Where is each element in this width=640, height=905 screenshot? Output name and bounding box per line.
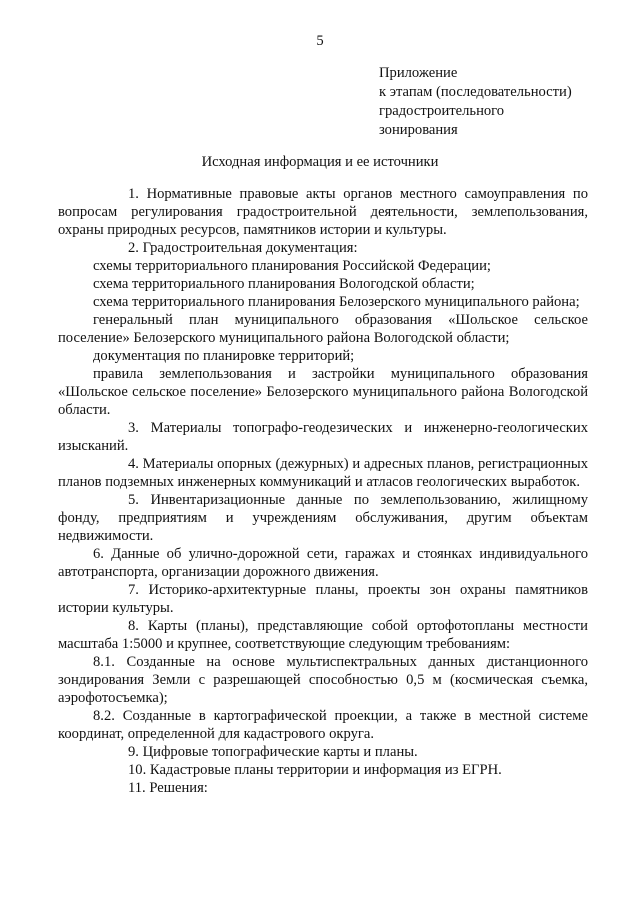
item-9-number: 9. [128, 744, 139, 760]
item-11-text: Решения: [149, 780, 208, 796]
item-10 [58, 761, 588, 779]
page-number: 5 [316, 33, 324, 49]
item-2-e: документация по планировке территорий; [93, 348, 355, 364]
item-3-number: 3. [128, 420, 139, 436]
item-8-1: 8.1. Созданные на основе мультиспектральных данных дистанционного зондирования Земли с разрешающей способностью 0,5 м (космическая съемка, аэрофотосъемка); [58, 654, 588, 706]
item-8-number: 8. [128, 618, 139, 634]
item-2-d: генеральный план муниципального образования «Шольское сельское поселение» Белозерского муниципального района Вологодской области; [58, 312, 588, 346]
item-7 [58, 581, 588, 617]
item-7-number: 7. [128, 582, 139, 598]
item-1-text: Нормативные правовые акты органов местного самоуправления по вопросам регулирования градостроительной деятельности, землепользования, охраны природных ресурсов, памятников истории и культуры. [58, 186, 588, 238]
item-2-text: Градостроительная документация: [142, 240, 358, 256]
item-8-text: Карты (планы), представляющие собой ортофотопланы местности масштаба 1:5000 и крупнее, соответствующие следующим требованиям: [58, 618, 588, 652]
item-11 [58, 779, 588, 797]
item-2-c: схема территориального планирования Белозерского муниципального района; [93, 294, 580, 310]
item-5-number: 5. [128, 492, 139, 508]
item-11-number: 11. [128, 780, 146, 796]
item-9 [58, 743, 588, 761]
item-4-text: Материалы опорных (дежурных) и адресных планов, регистрационных планов подземных инженерных коммуникаций и атласов геологических выработок. [58, 456, 588, 490]
item-2-f: правила землепользования и застройки муниципального образования «Шольское сельское поселение» Белозерского муниципального района Вологодской области. [58, 366, 588, 418]
item-2-number: 2. [128, 240, 139, 256]
item-4-number: 4. [128, 456, 139, 472]
appendix-line-4: зонирования [379, 122, 458, 138]
item-3 [58, 419, 588, 455]
item-10-number: 10. [128, 762, 147, 778]
item-5-text: Инвентаризационные данные по землепользованию, жилищному фонду, предприятиям и учреждениям обслуживания, другим объектам недвижимости. [58, 492, 588, 544]
item-7-text: Историко-архитектурные планы, проекты зон охраны памятников истории культуры. [58, 582, 588, 616]
document-body [58, 185, 588, 797]
item-2-a: схемы территориального планирования Российской Федерации; [93, 258, 491, 274]
item-9-text: Цифровые топографические карты и планы. [142, 744, 418, 760]
item-5 [58, 491, 588, 545]
document-title: Исходная информация и ее источники [201, 154, 439, 170]
item-1 [58, 185, 588, 239]
item-4 [58, 455, 588, 491]
item-1-number: 1. [128, 186, 139, 202]
item-8 [58, 617, 588, 653]
item-2 [58, 239, 588, 257]
item-8-2: 8.2. Созданные в картографической проекции, а также в местной системе координат, определенной для кадастрового округа. [58, 708, 588, 742]
appendix-line-1: Приложение [379, 65, 458, 81]
appendix-note [379, 64, 619, 140]
item-3-text: Материалы топографо-геодезических и инженерно-геологических изысканий. [58, 420, 588, 454]
appendix-line-3: градостроительного [379, 103, 505, 119]
appendix-line-2: к этапам (последовательности) [379, 84, 572, 100]
item-6: 6. Данные об улично-дорожной сети, гаражах и стоянках индивидуального автотранспорта, организации дорожного движения. [58, 546, 588, 580]
item-10-text: Кадастровые планы территории и информация из ЕГРН. [149, 762, 502, 778]
item-2-b: схема территориального планирования Вологодской области; [93, 276, 475, 292]
